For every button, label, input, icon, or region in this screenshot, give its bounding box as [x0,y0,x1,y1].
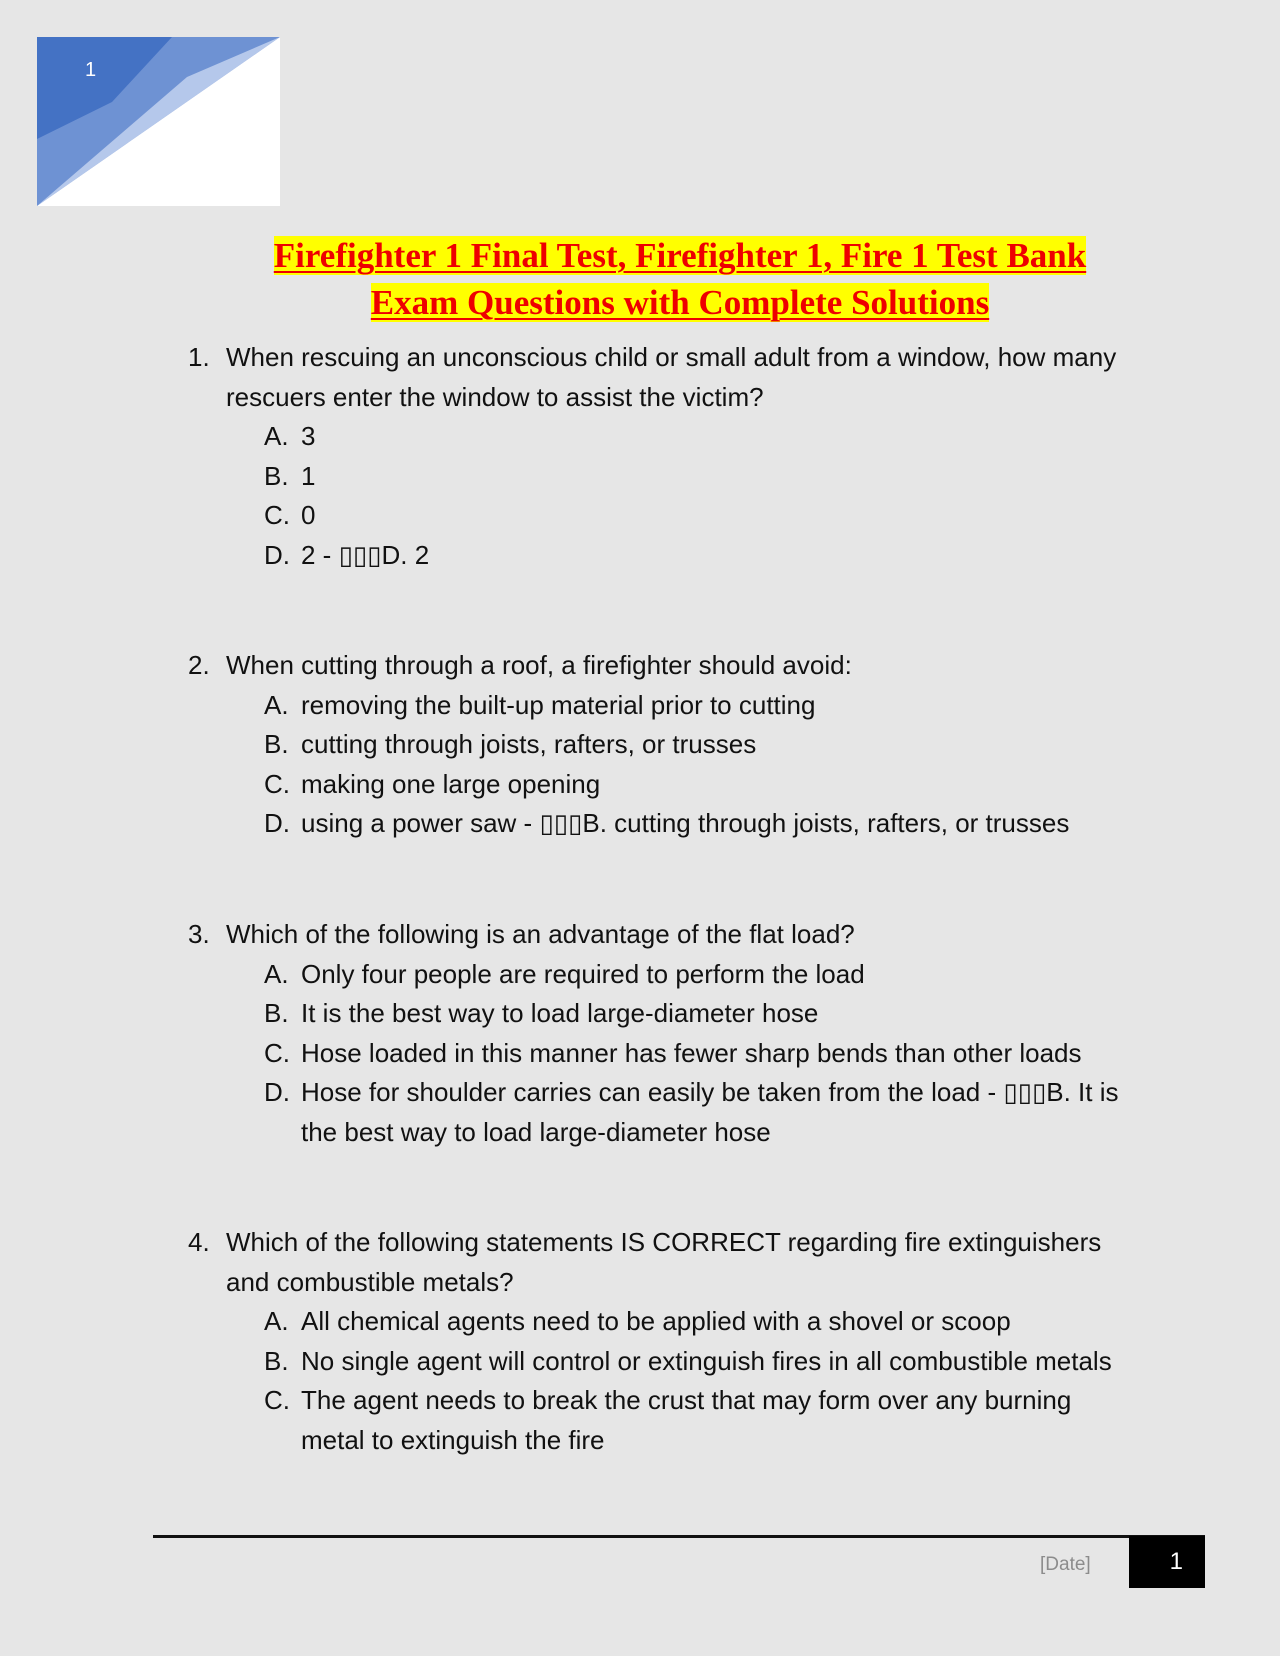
option-item [188,686,1128,726]
option-list [188,1302,1128,1460]
question-stem [188,915,1128,955]
question-stem [188,1223,1128,1302]
option-text: making one large opening [301,768,601,799]
option-item [188,1073,1128,1152]
footer-page-number: 1 [1129,1536,1205,1588]
option-letter: A. [264,689,289,720]
question-3 [188,915,1128,1152]
footer-divider [153,1535,1205,1538]
question-number: 4. [188,1227,210,1257]
question-number: 1. [188,342,210,372]
option-item [188,536,1128,576]
option-letter: C. [264,500,290,530]
option-letter: B. [264,729,289,759]
option-list [188,417,1128,575]
option-text: using a power saw - ▯▯▯B. cutting through joists, rafters, or trusses [301,808,1070,838]
option-item [188,1381,1128,1460]
option-text: The agent needs to break the crust that may form over any burning metal to extinguish the fire [301,1385,1072,1455]
option-text: Only four people are required to perform the load [301,958,865,989]
option-item [188,765,1128,805]
option-list [188,955,1128,1153]
option-item [188,1034,1128,1074]
title-line-1: Firefighter 1 Final Test, Firefighter 1, Fire 1 Test Bank [273,236,1087,275]
option-item [188,955,1128,995]
option-letter: B. [264,998,289,1028]
question-4 [188,1223,1128,1460]
option-letter: A. [264,1306,289,1336]
question-text: When rescuing an unconscious child or small adult from a window, how many rescuers enter the window to assist the victim? [226,342,1117,412]
option-list [188,686,1128,844]
footer-date: [Date] [1040,1554,1091,1575]
option-letter: D. [264,1077,290,1107]
option-letter: A. [264,958,289,989]
option-item [188,496,1128,536]
corner-page-number: 1 [85,59,97,81]
option-text: 0 [301,500,316,530]
option-letter: B. [264,1345,289,1376]
question-2 [188,646,1128,844]
option-item [188,1342,1128,1382]
document-title [170,232,1190,326]
option-text: All chemical agents need to be applied with a shovel or scoop [301,1306,1011,1336]
option-letter: C. [264,1037,290,1068]
option-text: It is the best way to load large-diameter hose [301,998,819,1028]
option-letter: C. [264,768,290,799]
question-stem [188,338,1128,417]
question-number: 3. [188,919,210,949]
question-1 [188,338,1128,575]
option-letter: A. [264,421,289,451]
option-item [188,725,1128,765]
option-letter: D. [264,808,290,838]
option-item [188,417,1128,457]
option-text: 3 [301,421,316,451]
question-text: Which of the following is an advantage of the flat load? [226,919,855,949]
title-line-2: Exam Questions with Complete Solutions [370,283,990,322]
corner-triangles-graphic [37,37,280,206]
option-text: Hose for shoulder carries can easily be taken from the load - ▯▯▯B. It is the best way to load large-diameter hose [301,1077,1119,1147]
option-text: removing the built-up material prior to cutting [301,689,816,720]
option-letter: D. [264,539,290,570]
option-letter: B. [264,460,289,491]
question-text: When cutting through a roof, a firefighter should avoid: [226,650,852,680]
option-text: Hose loaded in this manner has fewer sharp bends than other loads [301,1037,1082,1068]
question-number: 2. [188,650,210,680]
option-text: 1 [301,460,316,491]
option-text: 2 - ▯▯▯D. 2 [301,539,430,570]
question-stem [188,646,1128,686]
option-text: No single agent will control or extinguish fires in all combustible metals [301,1345,1112,1376]
corner-decoration [37,37,280,206]
option-item [188,457,1128,497]
option-letter: C. [264,1385,290,1415]
option-item [188,994,1128,1034]
option-item [188,804,1128,844]
option-item [188,1302,1128,1342]
option-text: cutting through joists, rafters, or trusses [301,729,757,759]
question-text: Which of the following statements IS CORRECT regarding fire extinguishers and combustible metals? [226,1227,1102,1297]
